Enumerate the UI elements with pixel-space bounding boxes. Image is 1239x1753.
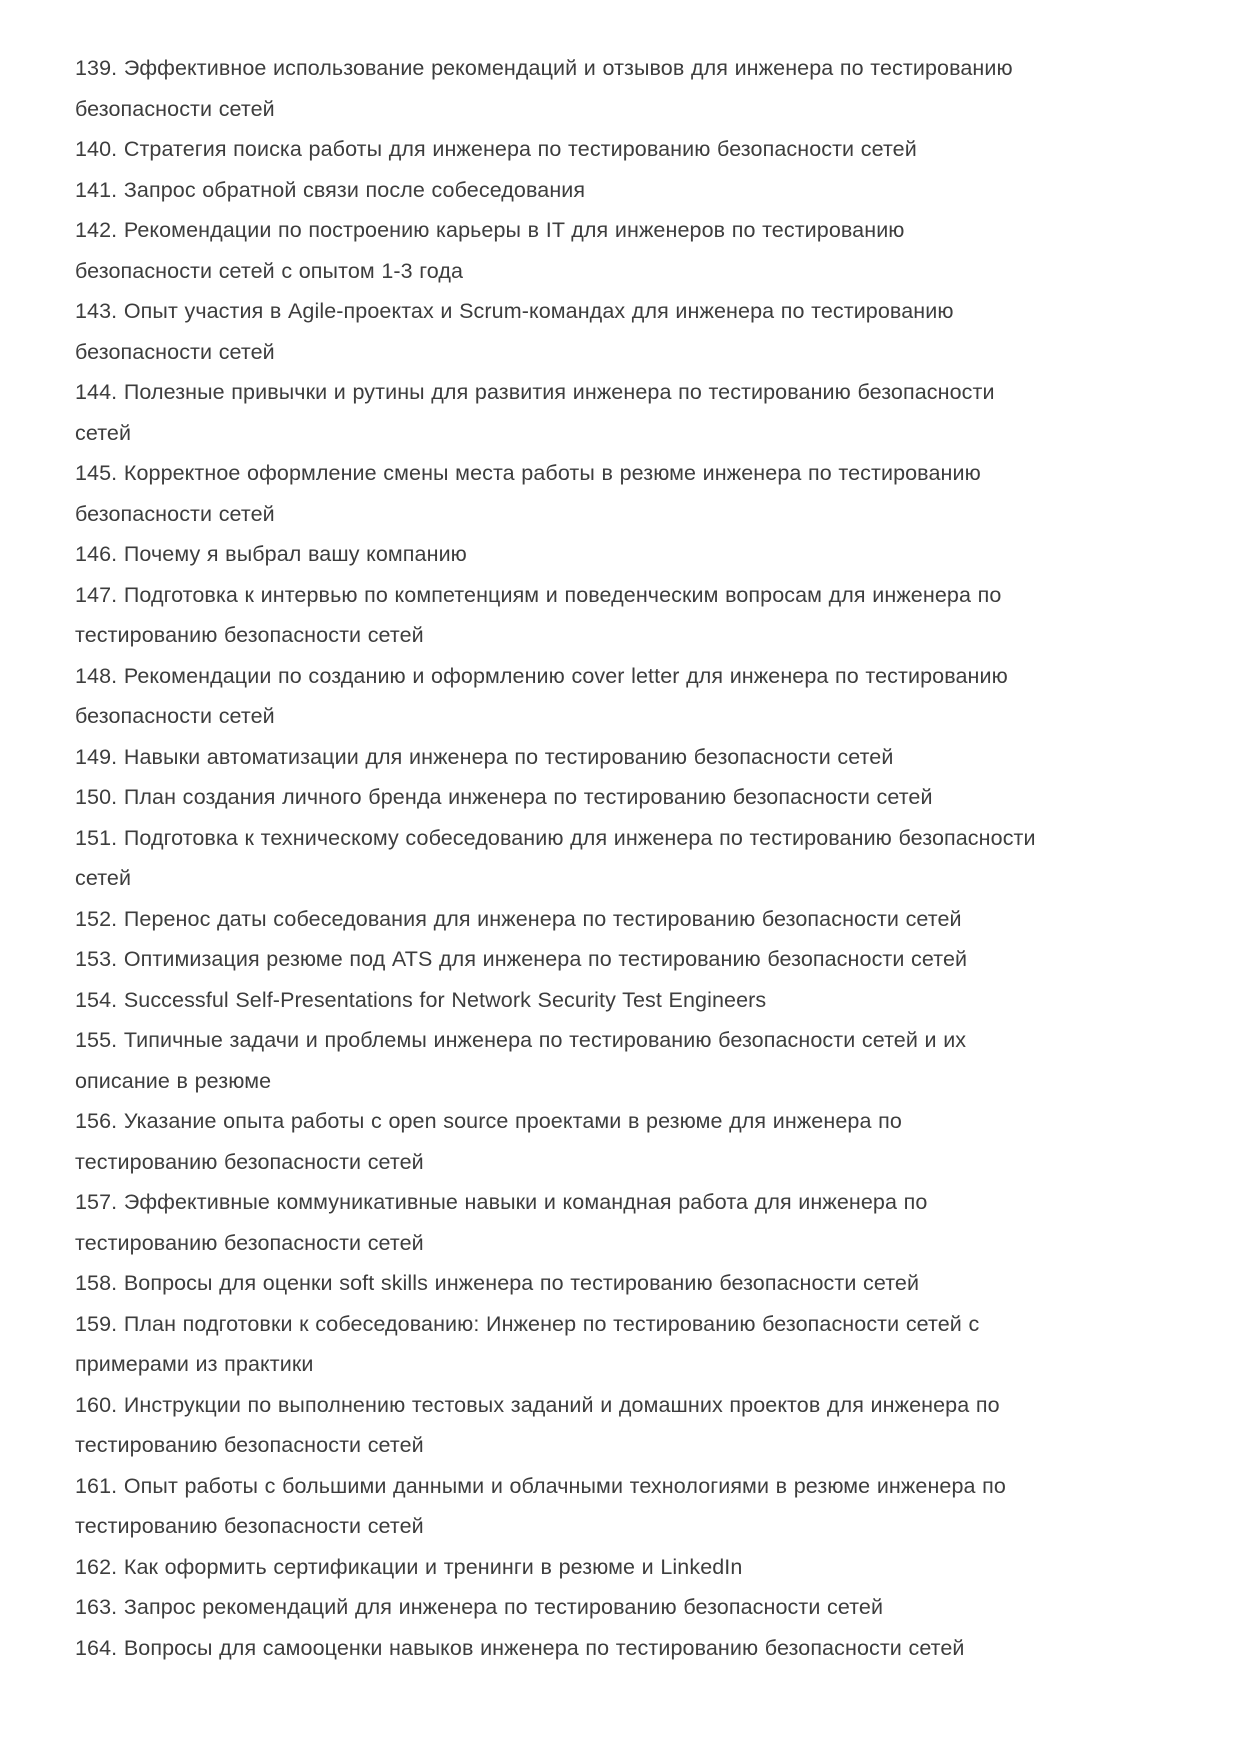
list-item (75, 1385, 1039, 1466)
list-item-text: Рекомендации по построению карьеры в IT для инженеров по тестированию безопасности сетей с опытом 1-3 года (75, 218, 905, 283)
list-item-number: 156. (75, 1109, 118, 1133)
list-item-number: 151. (75, 825, 118, 850)
numbered-list (75, 48, 1039, 1668)
list-item-number: 142. (75, 218, 118, 242)
list-item-number: 157. (75, 1190, 118, 1214)
list-item-text: Подготовка к техническому собеседованию для инженера по тестированию безопасности сетей (75, 825, 1036, 890)
list-item-text: Оптимизация резюме под ATS для инженера по тестированию безопасности сетей (123, 947, 968, 971)
list-item-number: 162. (75, 1554, 118, 1579)
list-item-number: 145. (75, 461, 118, 485)
list-item (75, 1263, 1039, 1304)
list-item-text: Корректное оформление смены места работы в резюме инженера по тестированию безопасности сетей (75, 461, 981, 526)
list-item-number: 148. (75, 663, 118, 688)
list-item (75, 939, 1039, 980)
list-item-number: 149. (75, 744, 118, 769)
list-item (75, 1304, 1039, 1385)
list-item (75, 170, 1039, 211)
list-item (75, 372, 1039, 453)
list-item-text: План подготовки к собеседованию: Инженер по тестированию безопасности сетей с примерами из практики (75, 1311, 980, 1376)
list-item-number: 164. (75, 1635, 118, 1660)
list-item-number: 152. (75, 906, 118, 931)
list-item-text: Эффективное использование рекомендаций и отзывов для инженера по тестированию безопасности сетей (75, 56, 1013, 121)
list-item (75, 48, 1039, 129)
list-item-text: Запрос обратной связи после собеседования (123, 177, 586, 202)
list-item-text: План создания личного бренда инженера по тестированию безопасности сетей (123, 785, 933, 809)
list-item-text: Указание опыта работы с open source проектами в резюме для инженера по тестированию безопасности сетей (75, 1109, 902, 1174)
list-item-text: Перенос даты собеседования для инженера по тестированию безопасности сетей (123, 906, 962, 931)
list-item-number: 144. (75, 380, 118, 404)
list-item-text: Типичные задачи и проблемы инженера по тестированию безопасности сетей и их описание в резюме (75, 1028, 967, 1093)
list-item-text: Полезные привычки и рутины для развития инженера по тестированию безопасности сетей (75, 380, 995, 445)
list-item (75, 534, 1039, 575)
list-item-text: Инструкции по выполнению тестовых заданий и домашних проектов для инженера по тестированию безопасности сетей (75, 1392, 1000, 1457)
list-item-number: 147. (75, 582, 118, 607)
list-item (75, 656, 1039, 737)
list-item-number: 139. (75, 56, 118, 80)
list-item-text: Подготовка к интервью по компетенциям и поведенческим вопросам для инженера по тестированию безопасности сетей (75, 582, 1002, 647)
list-item-text: Запрос рекомендаций для инженера по тестированию безопасности сетей (123, 1595, 884, 1619)
list-item-text: Рекомендации по созданию и оформлению cover letter для инженера по тестированию безопасности сетей (75, 663, 1008, 728)
list-item-number: 158. (75, 1271, 118, 1295)
list-item-number: 140. (75, 137, 118, 161)
list-item-text: Почему я выбрал вашу компанию (123, 542, 467, 566)
list-item-text: Как оформить сертификации и тренинги в резюме и LinkedIn (123, 1554, 743, 1579)
list-item-number: 150. (75, 785, 118, 809)
list-item (75, 210, 1039, 291)
list-item-text: Эффективные коммуникативные навыки и командная работа для инженера по тестированию безопасности сетей (75, 1190, 928, 1255)
list-item (75, 1628, 1039, 1669)
list-item (75, 1587, 1039, 1628)
list-item-number: 159. (75, 1311, 118, 1336)
list-item (75, 1547, 1039, 1588)
list-item-number: 154. (75, 987, 118, 1012)
list-item (75, 737, 1039, 778)
list-item (75, 899, 1039, 940)
list-item-text: Навыки автоматизации для инженера по тестированию безопасности сетей (123, 744, 894, 769)
list-item (75, 980, 1039, 1021)
list-item-text: Стратегия поиска работы для инженера по тестированию безопасности сетей (123, 137, 917, 161)
list-item-number: 163. (75, 1595, 118, 1619)
list-item (75, 291, 1039, 372)
list-item (75, 1020, 1039, 1101)
list-item (75, 575, 1039, 656)
list-item (75, 129, 1039, 170)
list-item-number: 161. (75, 1473, 118, 1498)
list-item-number: 143. (75, 299, 118, 323)
list-item (75, 777, 1039, 818)
list-item-text: Вопросы для оценки soft skills инженера по тестированию безопасности сетей (123, 1271, 920, 1295)
list-item (75, 1182, 1039, 1263)
list-item (75, 1466, 1039, 1547)
list-item (75, 453, 1039, 534)
list-item-text: Опыт работы с большими данными и облачными технологиями в резюме инженера по тестированию безопасности сетей (75, 1473, 1006, 1538)
list-item-number: 141. (75, 177, 118, 202)
list-item-number: 160. (75, 1392, 118, 1417)
list-item-text: Опыт участия в Agile-проектах и Scrum-командах для инженера по тестированию безопасности сетей (75, 299, 954, 364)
list-item-text: Successful Self-Presentations for Network Security Test Engineers (123, 987, 767, 1012)
list-item-text: Вопросы для самооценки навыков инженера по тестированию безопасности сетей (123, 1635, 965, 1660)
list-item (75, 1101, 1039, 1182)
list-item-number: 146. (75, 542, 118, 566)
list-item (75, 818, 1039, 899)
list-item-number: 155. (75, 1028, 118, 1052)
list-item-number: 153. (75, 947, 118, 971)
